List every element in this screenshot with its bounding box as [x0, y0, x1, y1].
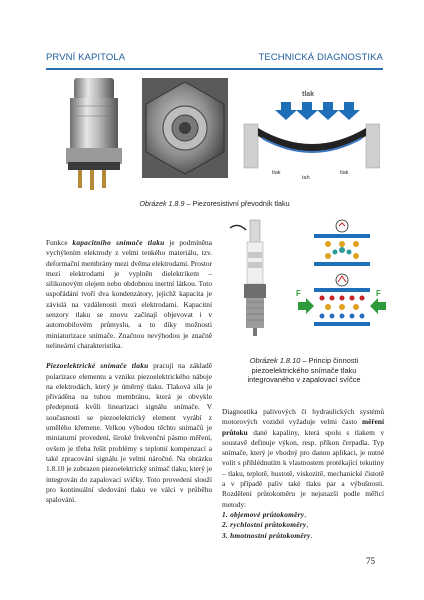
label-pressure: tlak [302, 91, 315, 98]
chapter-label: PRVNÍ KAPITOLA [46, 52, 126, 63]
list-item: 1. objemové průtokoměry, [222, 509, 307, 519]
right-column [222, 407, 384, 541]
running-header [46, 52, 383, 66]
svg-text:tlak: tlak [340, 170, 349, 176]
sensor-face-photo [142, 78, 228, 178]
page-number: 75 [366, 556, 375, 566]
section-label: TECHNICKÁ DIAGNOSTIKA [258, 52, 383, 63]
left-column [46, 238, 212, 505]
list-item: 3. hmotnostní průtokoměry. [222, 530, 313, 540]
spark-plug-photo [230, 220, 266, 336]
label-compression: tlak [272, 170, 281, 176]
label-force-right: F [376, 289, 381, 298]
sensor-photo [66, 78, 122, 190]
figure-2-caption: Obrázek 1.8.10 – Princip činnosti piezoelektrického snímače tlaku integrovaného v zapalovací svíčce [247, 356, 361, 384]
list-item: 2. rychlostní průtokoměry, [222, 520, 309, 530]
paragraph-piezoelectric: Piezoelektrické snímače tlaku pracují na základě polarizace elementu a vzniku piezoelektrického náboje na elektrodách, který je úměrný tlaku. Tlaková síla je přiváděna na tuhou membránu, která je obvykle předepnutá kvůli linearizaci signálu snímače. V současnosti se piezoelektrický element vyrábí z umělého křemene. Velkou výhodou těchto snímačů je miniaturní provedení, široké frekvenční pásmo měření, ovšem je třeba řešit problémy s teplotní kompenzací a také zpracování signálu je velmi náročné. Na obrázku 1.8.10 je zobrazen piezoelektrický snímač tlaku, který je integrován do zapalovací svíčky. Toto provedení slouží pro kontinuální sledování tlaku ve válci v průběhu spalování. [46, 361, 212, 505]
figure-pressure-transducer [50, 76, 380, 194]
figure-1-caption: Obrázek 1.8.9 – Piezoresistivní převodník tlaku [139, 199, 290, 208]
figure-spark-plug-sensor [224, 218, 386, 348]
transducer-illustration [50, 76, 380, 194]
spark-plug-illustration [224, 218, 386, 348]
membrane-diagram [238, 78, 380, 186]
charge-diagram [296, 218, 386, 332]
header-rule [46, 68, 383, 70]
flowmeter-list [222, 510, 384, 541]
label-tension: tah [302, 175, 310, 181]
paragraph-capacitive: Funkce kapacitního snímače tlaku je podmíněna vychýlením elektrody z velmi tenkého materiálu, tzv. deformační membrány mezi dvěma elektrodami. Prostor mezi elektrodami je vyplněn dielektrikem – silikonovým olejem nebo obdobnou inertní látkou. Toto uspořádání tvoří dva kondenzátory, jejichž kapacita je závislá na vzdálenosti mezi elektrodami. Kapacitní senzory tlaku se znovu začínají objevovat i v automobilovém průmyslu, a to díky možnosti miniaturizace snímače. Značnou nevýhodou je značně nelineární charakteristika. [46, 238, 212, 350]
paragraph-flow: Diagnostika palivových či hydraulických systémů motorových vozidel vyžaduje velmi často měření průtoku dané kapaliny, která spolu s tlakem v soustavě definuje výkon, resp. příkon čerpadla. Typ snímače, který je vhodný pro danou aplikaci, je nutné volit s přihlédnutím k vlastnostem protékající tekutiny – tlaku, teplotě, hustotě, viskozitě, mechanické čistotě a v případě paliv také tlaku par a výbušnosti. Rozdělení průtokoměru je nejsnazší podle měřicí metody: [222, 407, 384, 509]
label-force-left: F [296, 289, 301, 298]
